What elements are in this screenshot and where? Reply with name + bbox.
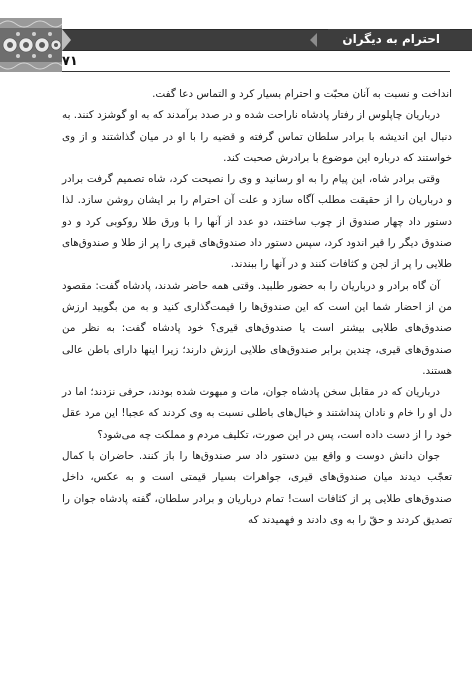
paragraph: جوان دانش دوست و واقع بین دستور داد سر صندوق‌ها را باز کنند. حاضران با کمال تعجّب دیدند میان صندوق‌های قیری، جواهرات بسیار قیمتی است و به عکس، داخل صندوق‌های طلایی پر از کثافات است! تمام درباریان و برادر سلطان، گفته پادشاه جوان را تصدیق کردند و حقّ را به وی دادند و فهمیدند که <box>62 450 452 526</box>
header-chevron <box>62 29 71 51</box>
header-title-cap <box>310 33 317 47</box>
paragraph: وقتی برادر شاه، این پیام را به او رسانید و وی را نصیحت کرد، شاه تصمیم گرفت برادر و درباریان را از حقیقت مطلب آگاه سازد و علت آن احترام را بر ایشان روشن سازد. لذا دستور داد چهار صندوق از چوب ساختند، دو عدد از آنها را با ورق طلا روکوبی کرد و دو صندوق دیگر را قیر اندود کرد، سپس دستور داد صندوق‌های قیری را پر از طلا و صندوق‌های طلایی را پر از لجن و کثافات کنند و در آنها را ببندند. <box>62 173 452 271</box>
header-rule <box>62 71 450 72</box>
paragraph: درباریان که در مقابل سخن پادشاه جوان، مات و مبهوت شده بودند، حرفی نزدند؛ اما در دل او را خام و نادان پنداشتند و خیال‌های باطلی نسبت به وی کردند که عجبا! این مرد عقل خود را از دست داده است، پس در این صورت، تکلیف مردم و مملکت چه می‌شود؟ <box>62 386 452 441</box>
body-text <box>62 84 452 531</box>
paragraph: آن گاه برادر و درباریان را به حضور طلبید. وقتی همه حاضر شدند، پادشاه گفت: مقصود من از احضار شما این است که این صندوق‌ها را قیمت‌گذاری کنید و به من بگویید ارزش صندوق‌های طلایی بیشتر است یا صندوق‌های قیری؟ خود پادشاه گفت: به نظر من صندوق‌های قیری، چندین برابر صندوق‌های طلایی ارزش دارند؛ زیرا اینها دارای باطن عالی هستند. <box>62 279 452 377</box>
paragraph: انداخت و نسبت به آنان محبّت و احترام بسیار کرد و التماس دعا گفت. <box>152 88 452 100</box>
page-number: ۷۱ <box>62 54 78 69</box>
paragraph: درباریان چاپلوس از رفتار پادشاه ناراحت شده و در صدد برآمدند که به او گوشزد کنند. به دنبال این اندیشه با برادر سلطان تماس گرفته و قضیه را با او در میان گذاشتند و از وی خواستند که درباره این موضوع با برادرش صحبت کند. <box>62 109 452 164</box>
floral-ornament-icon <box>0 18 62 72</box>
running-title: احترام به دیگران <box>328 29 450 49</box>
